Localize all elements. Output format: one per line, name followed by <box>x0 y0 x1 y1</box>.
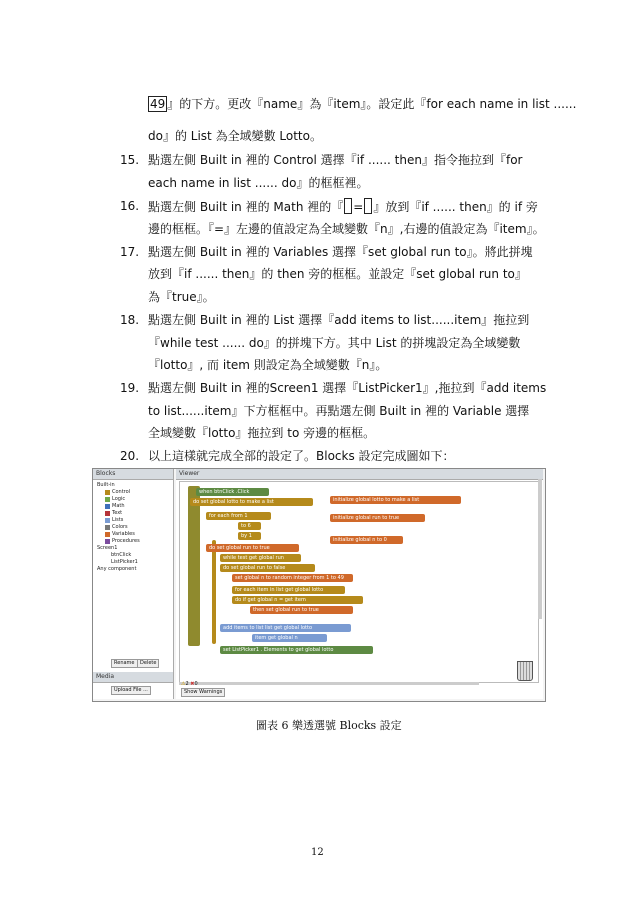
item-19-line-1: 點選左側 Built in 裡的Screen1 選擇『ListPicker1』,拖拉到『add items <box>148 381 547 395</box>
code-block[interactable]: do set global run to false <box>220 564 315 572</box>
tree-builtin-colors[interactable]: Colors <box>97 524 171 531</box>
rename-button[interactable]: Rename <box>111 659 138 668</box>
error-icon: ✖ <box>190 681 195 687</box>
placeholder-box-right <box>364 198 372 214</box>
drawer-color-icon <box>105 539 110 544</box>
code-block[interactable]: by 1 <box>238 532 261 540</box>
tree-screen1[interactable]: Screen1 <box>97 545 118 551</box>
viewer-panel <box>176 469 543 699</box>
vertical-scrollbar[interactable] <box>538 479 542 619</box>
item-16-line-2: 邊的框框。『=』左邊的值設定為全域變數『n』,右邊的值設定為『item』。 <box>148 222 545 236</box>
tree-component-listpicker[interactable]: ListPicker1 <box>111 559 138 565</box>
tree-any-component[interactable]: Any component <box>97 566 137 572</box>
code-block[interactable]: do set global lotto to make a list <box>190 498 313 506</box>
code-block[interactable]: initialize global n to 0 <box>330 536 403 544</box>
block-body-rail <box>212 540 216 644</box>
code-block[interactable]: initialize global lotto to make a list <box>330 496 461 504</box>
page-number: 12 <box>311 847 324 858</box>
warning-icon: ⚠ <box>181 681 186 687</box>
code-block[interactable]: add items to list list get global lotto <box>220 624 351 632</box>
blocks-workspace[interactable] <box>179 481 539 683</box>
upload-file-button[interactable]: Upload File ... <box>111 686 151 695</box>
drawer-color-icon <box>105 490 110 495</box>
item-17-number: 17. <box>120 245 140 259</box>
tree-builtin-procedures[interactable]: Procedures <box>97 538 171 545</box>
drawer-color-icon <box>105 504 110 509</box>
item-16-number: 16. <box>120 199 140 213</box>
code-block[interactable]: set global n to random integer from 1 to 49 <box>232 574 353 582</box>
item-15-line-2: each name in list ...... do』的框框裡。 <box>148 176 369 190</box>
item-17-line-3: 為『true』。 <box>148 290 215 304</box>
block-body-rail <box>188 486 200 646</box>
item-18-line-1: 點選左側 Built in 裡的 List 選擇『add items to list......item』拖拉到 <box>148 313 530 327</box>
drawer-color-icon <box>105 497 110 502</box>
code-block[interactable]: when btnClick .Click <box>196 488 269 496</box>
drawer-color-icon <box>105 518 110 523</box>
tree-builtin-control[interactable]: Control <box>97 489 171 496</box>
drawer-color-icon <box>105 511 110 516</box>
code-block[interactable]: do if get global n = get item <box>232 596 363 604</box>
tree-builtin-logic[interactable]: Logic <box>97 496 171 503</box>
placeholder-box-left <box>344 198 352 214</box>
viewer-title: Viewer <box>176 469 543 480</box>
delete-button[interactable]: Delete <box>137 659 159 668</box>
code-block[interactable]: initialize global run to true <box>330 514 425 522</box>
media-panel <box>93 672 173 693</box>
tree-builtin-variables[interactable]: Variables <box>97 531 171 538</box>
code-block[interactable]: while test get global run <box>220 554 301 562</box>
item-20-number: 20. <box>120 449 140 463</box>
code-block[interactable]: set ListPicker1 . Elements to get global lotto <box>220 646 373 654</box>
warnings-area <box>181 681 225 697</box>
blocks-editor-screenshot <box>92 468 546 702</box>
code-block[interactable]: do set global run to true <box>206 544 299 552</box>
code-block[interactable]: item get global n <box>252 634 327 642</box>
code-block[interactable]: then set global run to true <box>250 606 353 614</box>
errors-count: 0 <box>194 681 198 687</box>
drawer-color-icon <box>105 532 110 537</box>
blocks-panel-title: Blocks <box>93 469 173 480</box>
item-19-number: 19. <box>120 381 140 395</box>
code-block[interactable]: to 6 <box>238 522 261 530</box>
drawer-color-icon <box>105 525 110 530</box>
tree-builtin-text[interactable]: Text <box>97 510 171 517</box>
blocks-tree <box>97 482 171 573</box>
warnings-count: 2 <box>185 681 189 687</box>
item-16-line-1: 點選左側 Built in 裡的 Math 裡的『 = 』放到『if ...... then』的 if 旁 <box>148 200 538 214</box>
item-17-line-1: 點選左側 Built in 裡的 Variables 選擇『set global run to』。將此拼塊 <box>148 245 533 259</box>
item-19-line-2: to list......item』下方框框中。再點選左側 Built in 裡的 Variable 選擇 <box>148 404 530 418</box>
blocks-panel <box>93 469 174 699</box>
item-15-number: 15. <box>120 153 140 167</box>
intro-line-2: do』的 List 為全域變數 Lotto。 <box>148 129 322 143</box>
figure-caption: 圖表 6 樂透選號 Blocks 設定 <box>256 719 402 732</box>
show-warnings-button[interactable]: Show Warnings <box>181 688 225 697</box>
item-18-line-2: 『while test ...... do』的拼塊下方。其中 List 的拼塊設定為全域變數 <box>148 336 521 350</box>
tree-builtin[interactable]: Built-in <box>97 482 115 488</box>
tree-builtin-math[interactable]: Math <box>97 503 171 510</box>
tree-builtin-lists[interactable]: Lists <box>97 517 171 524</box>
tree-component-btnclick[interactable]: btnClick <box>111 552 132 558</box>
item-20-line-1: 以上這樣就完成全部的設定了。Blocks 設定完成圖如下： <box>148 449 455 463</box>
item-15-line-1: 點選左側 Built in 裡的 Control 選擇『if ...... then』指令拖拉到『for <box>148 153 523 167</box>
boxed-number: 49 <box>150 97 166 111</box>
code-block[interactable]: for each item in list get global lotto <box>232 586 345 594</box>
code-block[interactable]: for each from 1 <box>206 512 271 520</box>
item-17-line-2: 放到『if ...... then』的 then 旁的框框。並設定『set global run to』 <box>148 267 527 281</box>
intro-line-1: 49 』的下方。更改『name』為『item』。設定此『for each name in list ...... <box>150 97 577 111</box>
builtin-list <box>97 489 171 545</box>
trash-icon[interactable] <box>517 661 533 681</box>
item-19-line-3: 全域變數『lotto』拖拉到 to 旁邊的框框。 <box>148 426 376 440</box>
media-title: Media <box>93 672 173 683</box>
item-18-number: 18. <box>120 313 140 327</box>
item-18-line-3: 『lotto』, 而 item 則設定為全域變數『n』。 <box>148 358 388 372</box>
